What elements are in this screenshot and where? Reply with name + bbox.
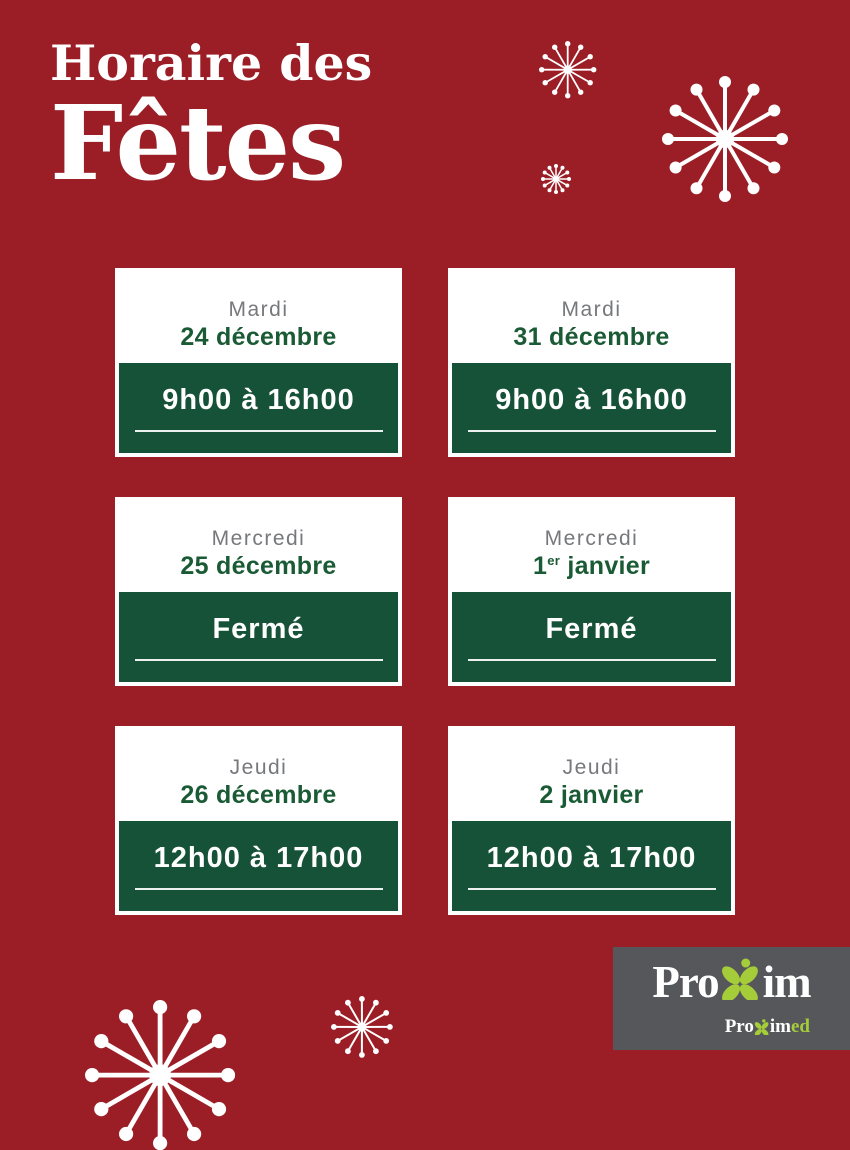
hours-panel xyxy=(119,363,398,453)
hours-panel xyxy=(452,821,731,911)
hours-panel xyxy=(119,592,398,682)
day-label: Jeudi xyxy=(563,757,621,778)
hours-underline xyxy=(468,659,716,661)
snowflake-icon xyxy=(539,41,596,98)
date-superscript: er xyxy=(547,553,560,568)
hours-underline xyxy=(135,659,383,661)
hours-label: 9h00 à 16h00 xyxy=(162,386,355,415)
hours-underline xyxy=(135,888,383,890)
date-text: 31 décembre xyxy=(513,323,669,351)
date-text: 26 décembre xyxy=(180,781,336,809)
card-header xyxy=(119,726,398,821)
hours-panel xyxy=(119,821,398,911)
schedule-card xyxy=(115,268,402,457)
date-label xyxy=(180,783,336,808)
date-text: 25 décembre xyxy=(180,552,336,580)
schedule-card xyxy=(448,268,735,457)
hours-underline xyxy=(468,888,716,890)
schedule-card xyxy=(115,497,402,686)
schedule-card xyxy=(448,726,735,915)
logo-box xyxy=(613,947,850,1050)
sub-text-suffix: ed xyxy=(791,1017,810,1036)
day-label: Mercredi xyxy=(545,528,639,549)
schedule-grid xyxy=(115,268,735,915)
hours-label: 9h00 à 16h00 xyxy=(495,386,688,415)
hours-label: 12h00 à 17h00 xyxy=(487,844,697,873)
date-text: 2 janvier xyxy=(539,781,643,809)
snowflake-icon xyxy=(85,1000,235,1150)
day-label: Mardi xyxy=(561,299,621,320)
hours-underline xyxy=(468,430,716,432)
hours-label: Fermé xyxy=(545,615,637,644)
date-label xyxy=(513,325,669,350)
day-label: Mardi xyxy=(228,299,288,320)
date-text: 24 décembre xyxy=(180,323,336,351)
card-header xyxy=(452,726,731,821)
proximed-x-icon xyxy=(754,1019,770,1035)
date-text: 1 xyxy=(533,552,547,580)
sub-text-pre: Pro xyxy=(725,1017,754,1036)
date-label xyxy=(180,325,336,350)
schedule-card xyxy=(448,497,735,686)
hours-underline xyxy=(135,430,383,432)
card-header xyxy=(119,497,398,592)
snowflake-icon xyxy=(541,164,571,194)
sub-text-mid: im xyxy=(770,1017,791,1036)
hours-panel xyxy=(452,592,731,682)
date-label xyxy=(533,554,650,579)
title-line-2: Fêtes xyxy=(50,94,372,194)
title-line-1: Horaire des xyxy=(50,34,372,92)
snowflake-icon xyxy=(662,76,788,202)
date-label xyxy=(180,554,336,579)
proximed-logo xyxy=(725,1017,810,1036)
snowflake-icon xyxy=(331,996,393,1058)
card-header xyxy=(452,268,731,363)
proxim-logo xyxy=(613,958,850,1005)
proxim-x-icon xyxy=(720,958,762,1000)
day-label: Jeudi xyxy=(230,757,288,778)
hours-panel xyxy=(452,363,731,453)
hours-label: 12h00 à 17h00 xyxy=(154,844,364,873)
date-rest: janvier xyxy=(560,552,650,580)
brand-text-post: im xyxy=(763,960,811,1005)
card-header xyxy=(119,268,398,363)
day-label: Mercredi xyxy=(212,528,306,549)
hours-label: Fermé xyxy=(212,615,304,644)
card-header xyxy=(452,497,731,592)
brand-text-pre: Pro xyxy=(652,960,718,1005)
page-title xyxy=(50,34,372,194)
schedule-card xyxy=(115,726,402,915)
date-label xyxy=(539,783,643,808)
